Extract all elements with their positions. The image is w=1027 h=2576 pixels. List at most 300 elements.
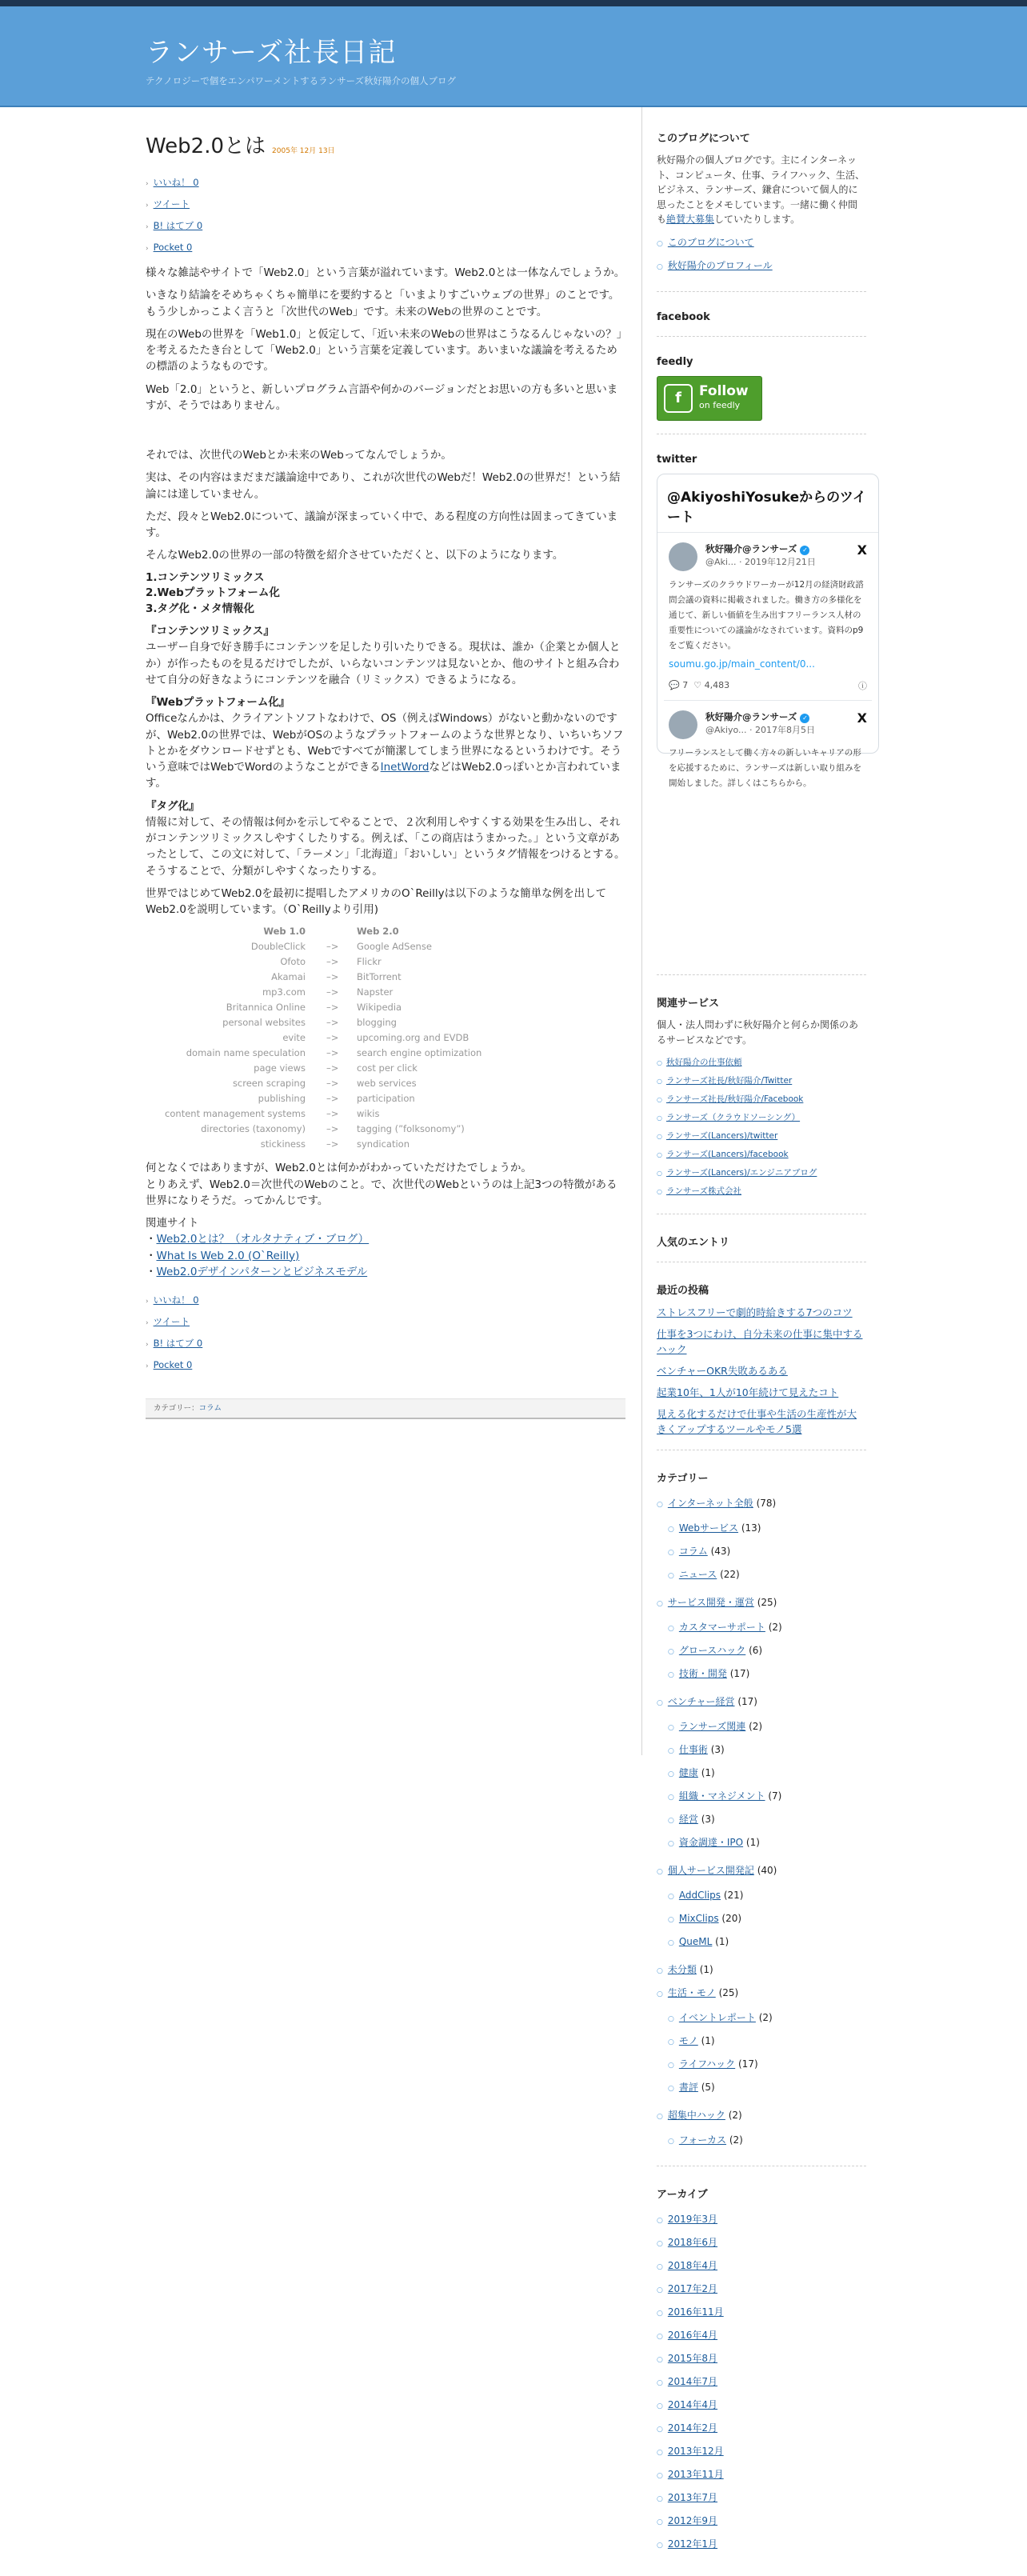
archive-link[interactable]: 2017年2月 [667,2283,718,2295]
service-item [657,1109,866,1127]
arrow-icon: › [146,180,149,188]
header-web1: Web 1.0 [263,926,306,938]
subcategory-item [668,1640,866,1663]
service-item [657,1127,866,1146]
feature-item: 1.コンテンツリミックス [146,570,265,584]
service-item [657,1146,866,1164]
recent-post-link[interactable]: ストレスフリーで劇的時給きする7つのコツ [657,1306,853,1319]
service-item [657,1072,866,1090]
arrow-cell: –> [326,1138,339,1150]
top-bar [0,0,1027,6]
service-link[interactable]: ランサーズ(Lancers)/エンジニアブログ [665,1168,817,1178]
table-row [146,1061,625,1076]
archive-item [657,2510,866,2534]
tweet[interactable] [664,533,872,701]
related-link-item: ・What Is Web 2.0 (O`Reilly) [146,1249,300,1262]
related-link-item: ・Web2.0とは？（オルタナティブ・ブログ） [146,1233,370,1246]
related-link[interactable]: Web2.0デザインパターンとビジネスモデル [156,1265,368,1278]
web2-cell: Napster [357,986,394,998]
category-count: (43) [707,1546,731,1558]
like-button[interactable]: いいね！ 0 [153,1294,199,1306]
subcategory-item [668,1739,866,1762]
about-link-item [657,255,866,278]
tweet-text: ランサーズのクラウドワーカーが12月の経済財政諮問会議の資料に掲載されました。働き方の多様化を通じて、新しい価値を生み出すフリーランス人材の重要性についての議論がなされています。資料のp9をご覧ください。 [669,579,864,650]
arrow-icon: › [146,1319,149,1328]
site-title[interactable]: ランサーズ社長日記 [146,37,397,69]
subcategory-link[interactable]: Webサービス [678,1522,739,1534]
paragraph: いきなり結論をそめちゃくちゃ簡単にを要約すると「いまよりすごいウェブの世界」のことです。もう少しかっこよく言うと「次世代のWeb」です。未来のWebの世界のことです。 [146,289,620,318]
archive-link[interactable]: 2015年8月 [667,2353,718,2365]
subcategory-item [668,2077,866,2100]
subcategory-item [668,2030,866,2054]
feature-list [146,570,625,618]
tweet-link[interactable]: soumu.go.jp/main_content/0... [669,658,815,670]
service-item [657,1182,866,1201]
subcategory-item [668,1762,866,1786]
reply-count: 7 [682,680,689,691]
paragraph: そんなWeb2.0の世界の一部の特徴を紹介させていただくと、以下のようになります。 [146,549,564,562]
related-sites [146,1231,625,1280]
paragraph: それでは、次世代のWebとか未来のWebってなんでしょうか。 [146,449,452,462]
web1-cell: page views [254,1062,306,1074]
service-item [657,1090,866,1109]
arrow-icon: › [146,1362,149,1371]
related-sites-title: 関連サイト [146,1217,199,1230]
subcategory-link[interactable]: イベントレポート [678,2012,756,2024]
table-row [146,939,625,954]
paragraph: 現在のWebの世界を「Web1.0」と仮定して、「近い未来のWebの世界はこうなるんじゃないの？」を考えるたたき台として「Web2.0」という言葉を定義しています。あいまいな議論を考えるための標語のようなものです。 [146,327,622,374]
recent-post-link[interactable]: 仕事を3つにわけ、自分未来の仕事に集中するハック [657,1328,863,1356]
archive-item [657,2441,866,2464]
category-item [657,2105,866,2153]
subcategory-link[interactable]: 技術・開発 [678,1668,727,1680]
archive-item [657,2232,866,2255]
subcategory-item [668,1564,866,1587]
share-pocket[interactable] [146,237,625,258]
subcategory-link[interactable]: ニュース [678,1569,717,1581]
share-hatebu[interactable] [146,215,625,237]
subcategory-item [668,2130,866,2153]
service-link[interactable]: ランサーズ社長/秋好陽介/Twitter [665,1076,793,1086]
pocket-button[interactable]: Pocket 0 [153,1359,193,1371]
share-hatebu[interactable] [146,1333,625,1354]
related-link-item: ・Web2.0デザインパターンとビジネスモデル [146,1265,368,1278]
tweet-date[interactable]: · 2017年8月5日 [749,724,815,735]
archive-item [657,2325,866,2348]
subcategory-link[interactable]: フォーカス [678,2134,727,2146]
tweet-author: 秋好陽介@ランサーズ [705,710,797,722]
arrow-cell: –> [326,971,339,983]
service-link[interactable]: ランサーズ社長/秋好陽介/Facebook [665,1094,804,1105]
sidebar [642,107,866,2576]
category-link[interactable]: 生活・モノ [667,1987,716,1999]
web1-cell: personal websites [222,1017,306,1029]
site-subtitle: テクノロジーで個をエンパワーメントするランサーズ秋好陽介の個人ブログ [146,75,457,86]
popular-widget [657,1234,866,1262]
profile-link[interactable]: 秋好陽介のプロフィール [667,259,773,271]
web2-cell: blogging [357,1017,397,1029]
subcategory-list [668,1885,866,1954]
paragraph-line: とりあえず、Web2.0＝次世代のWebのこと。で、次世代のWebというのは上記3つの特徴がある世界になりそうだ。ってかんじです。 [146,1178,617,1207]
subcategory-link[interactable]: 健康 [678,1767,698,1779]
subcategory-link[interactable]: グロースハック [678,1645,746,1657]
info-icon[interactable]: ⓘ [858,680,867,691]
about-text-body: 秋好陽介の個人ブログです。主にインターネット、コンピュータ、仕事、ライフハック、生活、ビジネス、ランサーズ、鎌倉について個人的に思ったことをメモしています。一緒に働く仲間も [657,154,865,226]
subcategory-item [668,1809,866,1832]
share-like[interactable] [146,1290,625,1311]
web1-cell: evite [282,1032,306,1044]
share-tweet[interactable] [146,194,625,215]
share-pocket[interactable] [146,1354,625,1376]
related-link[interactable]: Web2.0とは？（オルタナティブ・ブログ） [156,1233,370,1246]
subcategory-link[interactable]: 経営 [678,1814,698,1826]
arrow-cell: –> [326,941,339,953]
web2-cell: syndication [357,1138,410,1150]
category-count: (6) [745,1645,763,1657]
category-count: (22) [717,1569,740,1581]
archive-link[interactable]: 2016年11月 [667,2306,724,2318]
web1-cell: stickiness [260,1138,306,1150]
arrow-cell: –> [326,1108,339,1120]
category-count: (3) [697,1814,715,1826]
category-link[interactable]: 未分類 [667,1964,697,1976]
category-link[interactable]: インターネット全般 [667,1498,753,1510]
arrow-icon: › [146,245,149,253]
x-logo-icon[interactable]: X [857,542,867,558]
category-count: (2) [755,2012,773,2024]
recent-post-link[interactable]: ベンチャーOKR失敗あるある [657,1365,788,1378]
like-button[interactable]: いいね！ 0 [153,177,199,188]
section-tag [146,798,625,879]
archive-link[interactable]: 2018年6月 [667,2237,718,2249]
web1-cell: publishing [258,1093,306,1105]
archive-link[interactable]: 2014年2月 [667,2422,718,2434]
share-like[interactable] [146,172,625,194]
subcategory-list [668,1716,866,1855]
share-buttons-top [146,172,625,258]
archive-link[interactable]: 2014年4月 [667,2399,718,2411]
paragraph [146,1160,625,1209]
subcategory-item [668,1832,866,1855]
archive-item [657,2464,866,2487]
subcategory-item [668,2054,866,2077]
category-count: (1) [712,1936,729,1948]
category-count: (2) [726,2134,743,2146]
category-link[interactable]: サービス開発・運営 [667,1597,754,1609]
about-text [657,153,866,227]
category-widget [657,1470,866,2166]
subcategory-link[interactable]: MixClips [678,1913,719,1925]
arrow-cell: –> [326,1047,339,1059]
service-link[interactable]: ランサーズ(Lancers)/facebook [665,1150,789,1160]
archive-link[interactable]: 2014年7月 [667,2376,718,2388]
feedly-follow-button[interactable] [657,376,762,421]
category-count: (1) [696,1964,713,1976]
post-title: Web2.0とは [146,134,266,158]
subcategory-link[interactable]: 資金調達・IPO [678,1837,744,1849]
post-category-bar [146,1398,625,1419]
about-text-tail: していたりします。 [714,214,801,226]
service-link[interactable]: ランサーズ株式会社 [665,1186,741,1197]
widget-title: このブログについて [657,133,750,145]
arrow-cell: –> [326,1078,339,1090]
table-row [146,1091,625,1106]
category-count: (40) [753,1865,777,1877]
archive-link[interactable]: 2013年7月 [667,2492,718,2504]
category-link[interactable]: 個人サービス開発記 [667,1865,754,1877]
subcategory-item [668,1908,866,1931]
category-count: (17) [726,1668,750,1680]
web2-cell: Wikipedia [357,1002,402,1014]
hatebu-button[interactable]: B! はてブ 0 [153,220,203,231]
tweet-author: 秋好陽介@ランサーズ [705,542,797,554]
tweet-handle: @Akiyo... [705,724,747,735]
category-count: (1) [697,2035,715,2047]
archive-widget [657,2186,866,2557]
table-row [146,1122,625,1137]
table-row [146,1030,625,1046]
arrow-cell: –> [326,1062,339,1074]
site-header [0,6,1027,107]
subcategory-list [668,2007,866,2100]
widget-title: twitter [657,453,697,466]
verified-icon: ✓ [800,714,809,723]
subcategory-link[interactable]: 組織・マネジメント [678,1790,765,1802]
web1-cell: content management systems [165,1108,306,1120]
web2-cell: search engine optimization [357,1047,482,1059]
arrow-icon: › [146,1341,149,1350]
table-row [146,1076,625,1091]
tweet-handle: @Aki... [705,556,737,567]
archive-link[interactable]: 2016年4月 [667,2330,718,2342]
category-item [657,1691,866,1855]
avatar[interactable] [669,542,697,571]
subcategory-item [668,2007,866,2030]
post-header [146,130,625,159]
category-link[interactable]: 超集中ハック [667,2110,725,2122]
archive-link[interactable]: 2013年12月 [667,2446,724,2458]
web2-cell: Flickr [357,956,382,968]
tweet-button[interactable]: ツイート [153,1316,190,1328]
archive-item [657,2302,866,2325]
archive-link[interactable]: 2013年11月 [667,2469,724,2481]
category-count: (1) [743,1837,760,1849]
recent-post-link[interactable]: 見える化するだけで仕事や生活の生産性が大きくアップするツールやモノ5選 [657,1408,857,1436]
about-links [657,232,866,278]
archive-item [657,2255,866,2278]
subcategory-link[interactable]: 仕事術 [678,1744,708,1756]
subcategory-link[interactable]: AddClips [678,1890,721,1902]
category-item [657,1982,866,2100]
web2-cell: upcoming.org and EVDB [357,1032,470,1044]
services-list [657,1054,866,1201]
category-count: (20) [718,1913,742,1925]
subcategory-link[interactable]: QueML [678,1936,713,1948]
feedly-widget [657,356,866,434]
web1-cell: Akamai [271,971,306,983]
section-heading: 『タグ化』 [146,799,200,813]
avatar[interactable] [669,710,697,739]
like-count: 4,483 [704,680,730,691]
paragraph-line: 何となくではありますが、Web2.0とは何かがわかっていただけたでしょうか。 [146,1162,532,1175]
recent-post-item [657,1406,866,1437]
subcategory-link[interactable]: コラム [678,1546,708,1558]
inetword-link[interactable]: InetWord [380,761,430,774]
subcategory-item [668,1518,866,1541]
service-item [657,1164,866,1182]
service-link[interactable]: 秋好陽介の仕事依頼 [665,1058,742,1068]
section-heading: 『Webプラットフォーム化』 [146,696,290,710]
archive-link[interactable]: 2018年4月 [667,2260,718,2272]
category-count: (13) [738,1522,761,1534]
archive-item [657,2209,866,2232]
facebook-widget [657,311,866,337]
widget-title: 最近の投稿 [657,1285,709,1298]
section-remix [146,623,625,688]
web2-cell: tagging (”folksonomy”) [357,1123,465,1135]
category-count: (5) [697,2082,715,2094]
table-row [146,1046,625,1061]
category-count: (25) [715,1987,739,1999]
subcategory-list [668,2130,866,2153]
arrow-cell: –> [326,1093,339,1105]
table-row [146,1000,625,1015]
subcategory-link[interactable]: ランサーズ関連 [678,1721,746,1733]
archive-link[interactable]: 2012年1月 [667,2538,718,2550]
archive-item [657,2278,866,2302]
web2-cell: BitTorrent [357,971,402,983]
arrow-cell: –> [326,956,339,968]
about-blog-link[interactable]: このブログについて [667,236,754,248]
category-link[interactable]: ベンチャー経営 [667,1696,735,1708]
category-item [657,1860,866,1954]
arrow-icon: › [146,223,149,231]
arrow-cell: –> [326,1017,339,1029]
category-count: (7) [765,1790,782,1802]
header-web2: Web 2.0 [357,926,399,938]
category-count: (2) [725,2110,742,2122]
arrow-icon: › [146,1298,149,1306]
tweet-date[interactable]: · 2019年12月21日 [738,556,816,567]
web1-cell: DoubleClick [250,941,306,953]
like-icon[interactable]: ♡ [693,680,702,691]
category-count: (2) [765,1622,782,1634]
service-link[interactable]: ランサーズ(Lancers)/twitter [665,1131,778,1142]
share-tweet[interactable] [146,1311,625,1333]
table-row [146,954,625,970]
subcategory-item [668,1663,866,1686]
widget-title: 人気のエントリ [657,1237,730,1250]
subcategory-item [668,1617,866,1640]
about-widget [657,130,866,292]
archive-link[interactable]: 2012年9月 [667,2515,718,2527]
subcategory-item [668,1541,866,1564]
arrow-cell: –> [326,1002,339,1014]
subcategory-link[interactable]: カスタマーサポート [678,1622,765,1634]
paragraph: 様々な雑誌やサイトで「Web2.0」という言葉が溢れています。Web2.0とは一体なんでしょうか。 [146,266,625,279]
feedly-icon: f [664,384,693,413]
category-link[interactable]: コラム [198,1404,222,1414]
about-link-item [657,232,866,255]
widget-title: アーカイブ [657,2189,708,2202]
pocket-button[interactable]: Pocket 0 [153,242,193,253]
web1-cell: directories (taxonomy) [201,1123,306,1135]
arrow-icon: › [146,202,149,210]
subcategory-item [668,1716,866,1739]
category-count: (21) [721,1890,744,1902]
category-count: (78) [753,1498,777,1510]
tweet-button[interactable]: ツイート [153,198,190,210]
category-list [657,1493,866,2153]
category-count: (17) [734,1696,757,1708]
table-row [146,970,625,985]
paragraph: ただ、段々とWeb2.0について、議論が深まっていく中で、ある程度の方向性は固まってきています。 [146,510,618,539]
section-text: ユーザー自身で好き勝手にコンテンツを足したり引いたりできる。現状は、誰か（企業とか個人とか）が作ったものを見るだけでしたが、いらないコンテンツは見ないとか、他のサイトと組み合わせて自分の好きなようにコンテンツを融合（リミックス）できるようになる。 [146,641,621,686]
web-comparison-table [146,924,625,1152]
table-row [146,985,625,1000]
recent-post-link[interactable]: 起業10年、1人が10年続けて見えたコト [657,1386,839,1399]
reply-icon[interactable]: 💬 [669,680,680,691]
feedly-label: Follow [699,382,749,399]
widget-title: feedly [657,355,693,368]
table-row [146,1106,625,1122]
section-text: などはWeb2.0っぽいとか言われています。 [146,761,621,790]
category-count: (3) [707,1744,725,1756]
feature-item: 3.タグ化・メタ情報化 [146,602,255,615]
category-item [657,1592,866,1686]
twitter-timeline[interactable] [657,474,879,788]
services-widget [657,994,866,1214]
service-item [657,1054,866,1072]
arrow-cell: –> [326,1032,339,1044]
widget-title: 関連サービス [657,997,720,1010]
recent-widget [657,1282,866,1450]
hatebu-button[interactable]: B! はてブ 0 [153,1338,203,1350]
tweet-text: フリーランスとして働く方々の新しいキャリアの形を応援するために、ランサーズは新しい取り組みを開始しました。詳しくはこちらから。 [669,747,861,788]
feature-item: 2.Webプラットフォーム化 [146,586,280,600]
category-count: (1) [697,1767,715,1779]
x-logo-icon[interactable]: X [857,710,867,726]
recruit-link[interactable]: 絶賛大募集 [666,214,715,226]
related-link[interactable]: What Is Web 2.0 (O`Reilly) [156,1249,300,1262]
subcategory-item [668,1885,866,1908]
service-link[interactable]: ランサーズ（クラウドソーシング） [665,1113,801,1123]
recent-post-item [657,1385,866,1400]
archive-item [657,2487,866,2510]
subcategory-list [668,1518,866,1587]
archive-item [657,2394,866,2418]
feedly-sublabel: on feedly [699,399,741,410]
category-count: (17) [735,2058,758,2070]
timeline-title: @AkiyoshiYosukeからのツイート [657,474,878,533]
web1-cell: domain name speculation [186,1047,306,1059]
table-header [146,924,625,939]
subcategory-link[interactable]: 書評 [678,2082,698,2094]
table-row [146,1015,625,1030]
web1-cell: Britannica Online [226,1002,306,1014]
section-text: 情報に対して、その情報は何かを示してやることで、２次利用しやすくする効果を生み出し、それがコンテンツリミックスしやすくしたりする。例えば、「この商店はうまかった。」という文章があったとして、この文に対して、「ラーメン」「北海道」「おいしい」というタグ情報をつけるとする。そうすることで、分類がしやすくなったりする。 [146,815,625,878]
subcategory-link[interactable]: ライフハック [678,2058,736,2070]
subcategory-item [668,1931,866,1954]
web2-cell: web services [357,1078,417,1090]
archive-item [657,2534,866,2557]
subcategory-link[interactable]: モノ [678,2035,698,2047]
post-body [146,265,625,1280]
archive-link[interactable]: 2019年3月 [667,2214,718,2226]
web1-cell: mp3.com [262,986,306,998]
category-label: カテゴリー： [154,1404,199,1414]
subcategory-list [668,1617,866,1686]
